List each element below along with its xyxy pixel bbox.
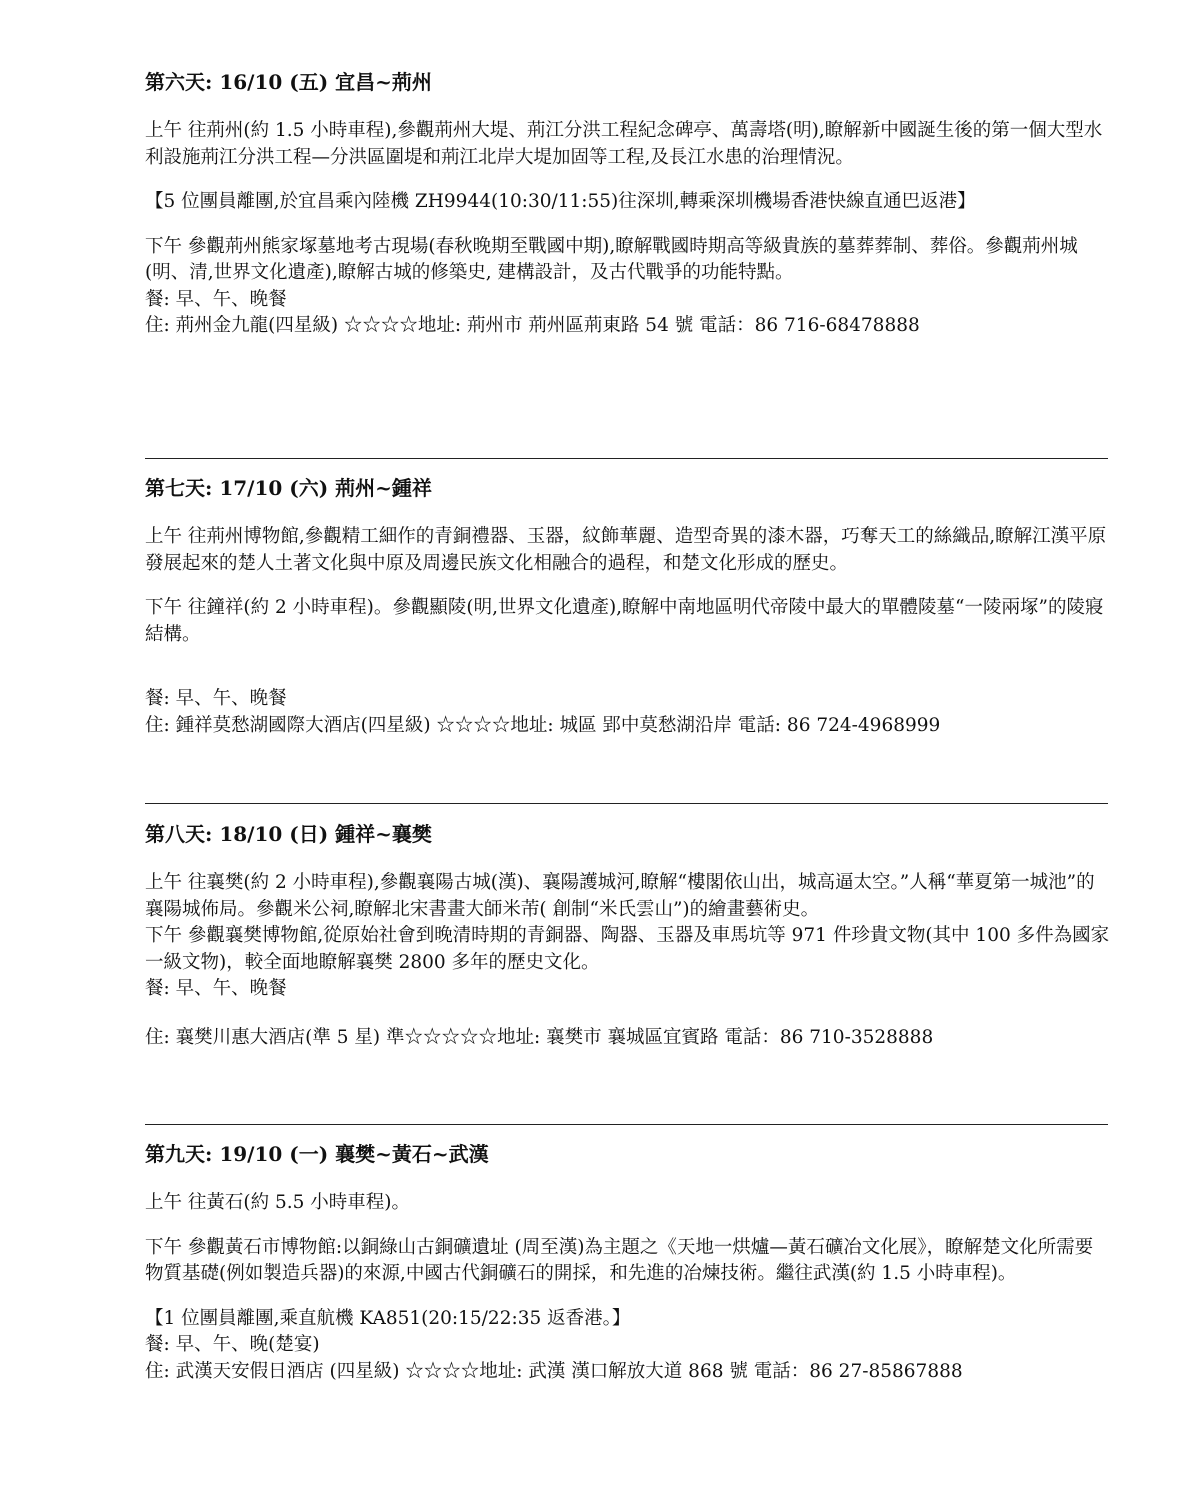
divider: [145, 1124, 1108, 1125]
day-7-section: [145, 474, 1110, 739]
divider: [145, 458, 1108, 459]
day-8-title: 第八天: 18/10 (日) 鍾祥~襄樊: [145, 822, 432, 846]
day-6-hotel: 住: 荊州金九龍(四星級) ☆☆☆☆地址: 荊州市 荊州區荊東路 54 號 電話：86 716-68478888: [145, 315, 920, 336]
spacer: [145, 1003, 1110, 1025]
day-8-hotel: 住: 襄樊川惠大酒店(準 5 星) 準☆☆☆☆☆地址: 襄樊市 襄城區宜賓路 電話：86 710-3528888: [145, 1026, 934, 1048]
day-6-meals: 餐: 早、午、晚餐: [145, 288, 287, 310]
day-7-morning: 上午 往荊州博物館,參觀精工細作的青銅禮器、玉器，紋飾華麗、造型奇異的漆木器，巧奪天工的絲織品,瞭解江漢平原發展起來的楚人土著文化與中原及周邊民族文化相融合的過程，和楚文化形成的歷史。: [145, 526, 1107, 574]
day-8-afternoon: 下午 參觀襄樊博物館,從原始社會到晚清時期的青銅器、陶器、玉器及車馬坑等 971 件珍貴文物(其中 100 多件為國家一級文物)，較全面地瞭解襄樊 2800 多年的歷史文化。: [145, 925, 1110, 973]
spacer: [145, 666, 1110, 686]
day-7-meals: 餐: 早、午、晚餐: [145, 688, 287, 709]
day-9-morning: 上午 往黃石(約 5.5 小時車程)。: [145, 1192, 410, 1213]
day-9-title: 第九天: 19/10 (一) 襄樊~黃石~武漢: [145, 1142, 489, 1166]
day-8-morning: 上午 往襄樊(約 2 小時車程),參觀襄陽古城(漢)、襄陽護城河,瞭解“樓閣依山出，城高逼太空。”人稱“華夏第一城池”的襄陽城佈局。參觀米公祠,瞭解北宋書畫大師米芾( 創制“米氏雲山”)的繪畫藝術史。: [145, 872, 1095, 920]
day-8-meals: 餐: 早、午、晚餐: [145, 978, 287, 999]
day-6-afternoon: 下午 參觀荊州熊家塚墓地考古現場(春秋晚期至戰國中期),瞭解戰國時期高等級貴族的墓葬葬制、葬俗。參觀荊州城(明、清,世界文化遺產),瞭解古城的修築史, 建構設計，及古代戰爭的功能特點。: [145, 235, 1078, 283]
day-7-title: 第七天: 17/10 (六) 荊州~鍾祥: [145, 476, 432, 500]
day-9-notice: 【1 位團員離團,乘直航機 KA851(20:15/22:35 返香港。】: [145, 1307, 631, 1329]
day-7-afternoon: 下午 往鐘祥(約 2 小時車程)。參觀顯陵(明,世界文化遺產),瞭解中南地區明代帝陵中最大的單體陵墓“一陵兩塚”的陵寢結構。: [145, 597, 1104, 645]
divider: [145, 803, 1108, 804]
day-9-hotel: 住: 武漢天安假日酒店 (四星級) ☆☆☆☆地址: 武漢 漢口解放大道 868 號 電話：86 27-85867888: [145, 1360, 963, 1382]
day-9-section: [145, 1140, 1110, 1385]
day-9-meals: 餐: 早、午、晚(楚宴): [145, 1334, 320, 1355]
day-7-hotel: 住: 鍾祥莫愁湖國際大酒店(四星級) ☆☆☆☆地址: 城區 郢中莫愁湖沿岸 電話: 86 724-4968999: [145, 714, 941, 736]
day-6-morning: 上午 往荊州(約 1.5 小時車程),參觀荊州大堤、荊江分洪工程紀念碑亭、萬壽塔(明),瞭解新中國誕生後的第一個大型水利設施荊江分洪工程—分洪區圍堤和荊江北岸大堤加固等工程,及長江水患的治理情況。: [145, 120, 1103, 168]
day-9-afternoon: 下午 參觀黃石市博物館:以銅綠山古銅礦遺址 (周至漢)為主題之《天地一烘爐—黃石礦冶文化展》，瞭解楚文化所需要物質基礎(例如製造兵器)的來源,中國古代銅礦石的開採，和先進的冶煉技術。繼往武漢(約 1.5 小時車程)。: [145, 1236, 1094, 1284]
day-8-section: [145, 820, 1110, 1051]
day-6-section: [145, 68, 1110, 340]
day-6-title: 第六天: 16/10 (五) 宜昌~荊州: [145, 70, 432, 94]
day-6-notice: 【5 位團員離團,於宜昌乘內陸機 ZH9944(10:30/11:55)往深圳,轉乘深圳機場香港快線直通巴返港】: [145, 191, 976, 212]
